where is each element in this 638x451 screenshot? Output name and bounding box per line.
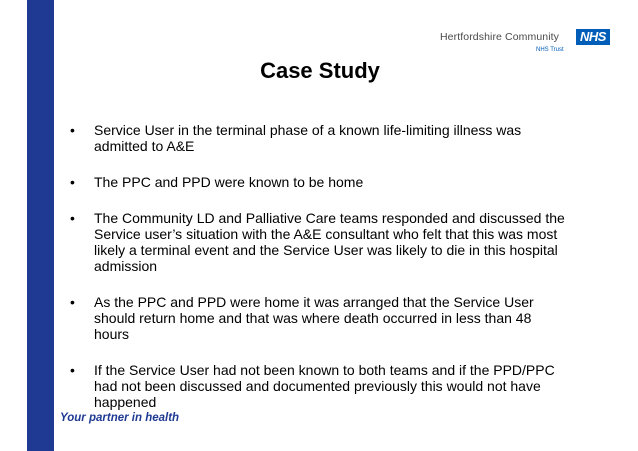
bullet-text: The Community LD and Palliative Care teams responded and discussed the Service user’s situation with the A&E consultant who felt that this was most likely a terminal event and the Service User was likely to die in this hospital admission — [94, 210, 565, 274]
brand-side-bar — [27, 0, 54, 451]
logo-org-name: Hertfordshire Community — [440, 31, 559, 43]
bullet-list — [70, 122, 570, 410]
bullet-text: As the PPC and PPD were home it was arranged that the Service User should return home and that was where death occurred in less than 48 hours — [94, 294, 534, 342]
nhs-badge: NHS — [576, 29, 610, 45]
bullet-icon: • — [70, 122, 75, 138]
organisation-logo — [440, 27, 610, 57]
bullet-icon: • — [70, 362, 75, 378]
footer-tagline: Your partner in health — [60, 412, 180, 424]
logo-trust-label: NHS Trust — [536, 47, 564, 53]
bullet-item — [70, 174, 570, 190]
bullet-icon: • — [70, 174, 75, 190]
slide-title: Case Study — [260, 58, 380, 83]
bullet-icon: • — [70, 210, 75, 226]
bullet-text: If the Service User had not been known to both teams and if the PPD/PPC had not been discussed and documented previously this would not have happened — [94, 362, 555, 410]
bullet-item — [70, 122, 570, 154]
bullet-item — [70, 362, 570, 410]
bullet-item — [70, 210, 570, 274]
bullet-item — [70, 294, 570, 342]
bullet-text: Service User in the terminal phase of a known life-limiting illness was admitted to A&E — [94, 122, 522, 154]
bullet-text: The PPC and PPD were known to be home — [94, 174, 364, 190]
bullet-icon: • — [70, 294, 75, 310]
